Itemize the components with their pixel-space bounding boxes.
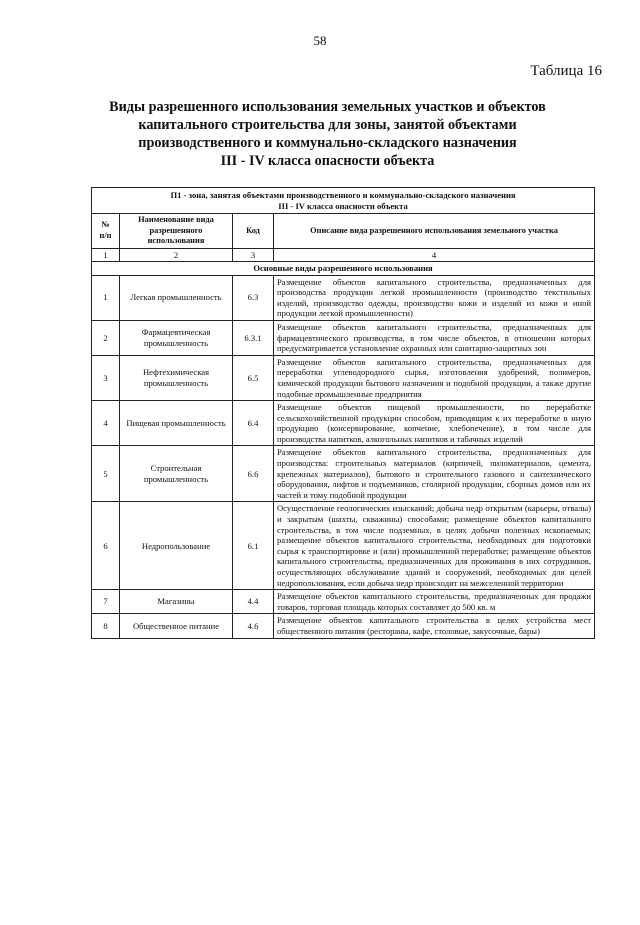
title-line: капитального строительства для зоны, занятой объектами (138, 117, 517, 133)
section-row (92, 261, 595, 275)
row-name: Легкая промышленность (120, 275, 233, 320)
row-code: 6.1 (233, 502, 274, 590)
row-code: 4.6 (233, 614, 274, 638)
table-row (92, 275, 595, 320)
page-number: 58 (313, 33, 327, 48)
row-name: Общественное питание (120, 614, 233, 638)
row-code: 6.4 (233, 401, 274, 446)
table-row (92, 590, 595, 614)
header-code: Код (233, 214, 274, 249)
table-row (92, 320, 595, 355)
row-num: 7 (92, 590, 120, 614)
header-name: Наименование вида разрешенного использования (120, 214, 233, 249)
column-number: 3 (233, 248, 274, 261)
column-number: 2 (120, 248, 233, 261)
section-title: Основные виды разрешенного использования (92, 261, 595, 275)
header-row (92, 214, 595, 249)
row-num: 6 (92, 502, 120, 590)
row-desc: Размещение объектов капитального строительства, предназначенных для производства продукции легкой промышленности (производство текстильных изделий, производство одежды, производство кожи и изделий из кожи и иной продукции легкой промышленности) (274, 275, 595, 320)
row-code: 6.6 (233, 446, 274, 502)
table-row (92, 446, 595, 502)
row-name: Нефтехимическая промышленность (120, 355, 233, 400)
row-num: 4 (92, 401, 120, 446)
header-num-line: № (101, 220, 110, 230)
zone-caption (92, 188, 595, 214)
column-number: 1 (92, 248, 120, 261)
table-row (92, 614, 595, 638)
table-label: Таблица 16 (530, 63, 602, 79)
title-line: III - IV класса опасности объекта (220, 153, 435, 169)
row-desc: Размещение объектов капитального строительства, предназначенных для продажи товаров, торговая площадь которых составляет до 500 кв. м (274, 590, 595, 614)
table-row (92, 401, 595, 446)
row-num: 5 (92, 446, 120, 502)
row-name: Фармацевтическая промышленность (120, 320, 233, 355)
row-num: 3 (92, 355, 120, 400)
row-code: 6.3 (233, 275, 274, 320)
title-line: Виды разрешенного использования земельных участков и объектов (109, 99, 546, 115)
land-use-table (91, 187, 595, 639)
row-num: 2 (92, 320, 120, 355)
zone-caption-row (92, 188, 595, 214)
row-num: 1 (92, 275, 120, 320)
row-desc: Осуществление геологических изысканий; добыча недр открытым (карьеры, отвалы) и закрытым (шахты, скважины) способами; размещение объектов капитального строительства, в том числе подземных, в целях добычи полезных ископаемых; размещение объектов капитального строительства, необходимых для подготовки сырья к транспортировке и (или) промышленной переработке; размещение объектов капитального строительства, предназначенных для проживания в них сотрудников, осуществляющих обслуживание зданий и сооружений, необходимых для целей недропользования, если добыча недр происходит на межселенной территории (274, 502, 595, 590)
row-num: 8 (92, 614, 120, 638)
row-code: 4.4 (233, 590, 274, 614)
row-name: Пищевая промышленность (120, 401, 233, 446)
zone-caption-line: III - IV класса опасности объекта (278, 200, 408, 211)
row-desc: Размещение объектов капитального строительства в целях устройства мест общественного питания (рестораны, кафе, столовые, закусочные, бары) (274, 614, 595, 638)
row-name: Недропользование (120, 502, 233, 590)
row-desc: Размещение объектов капитального строительства, предназначенных для фармацевтического производства, в том числе объектов, в отношении которых предусматривается установление охранных или санитарно-защитных зон (274, 320, 595, 355)
table-row (92, 502, 595, 590)
row-code: 6.3.1 (233, 320, 274, 355)
header-num-line: п/п (99, 231, 112, 241)
row-name: Строительная промышленность (120, 446, 233, 502)
header-num (92, 214, 120, 249)
row-desc: Размещение объектов капитального строительства, предназначенных для производства: строительных материалов (кирпичей, пиломатериалов, цемента, крепежных материалов), бытового и строительного газового и сантехнического оборудования, лифтов и подъемников, столярной продукции, сборных домов или их частей и тому подобной продукции (274, 446, 595, 502)
title-line: производственного и коммунально-складского назначения (138, 135, 517, 151)
table-row (92, 355, 595, 400)
row-desc: Размещение объектов пищевой промышленности, по переработке сельскохозяйственной продукции способом, приводящим к их переработке в иную продукцию (консервирование, копчение, хлебопечение), в том числе для производства напитков, алкогольных напитков и табачных изделий (274, 401, 595, 446)
zone-caption-line: П1 - зона, занятая объектами производственного и коммунально-складского назначения (170, 190, 516, 200)
column-numbers-row (92, 248, 595, 261)
column-number: 4 (274, 248, 595, 261)
document-title (60, 98, 595, 170)
header-desc: Описание вида разрешенного использования земельного участка (274, 214, 595, 249)
row-name: Магазины (120, 590, 233, 614)
row-code: 6.5 (233, 355, 274, 400)
row-desc: Размещение объектов капитального строительства, предназначенных для переработки углеводородного сырья, изготовления удобрений, полимеров, химической продукции бытового назначения и подобной продукции, а также другие подобные промышленные предприятия (274, 355, 595, 400)
